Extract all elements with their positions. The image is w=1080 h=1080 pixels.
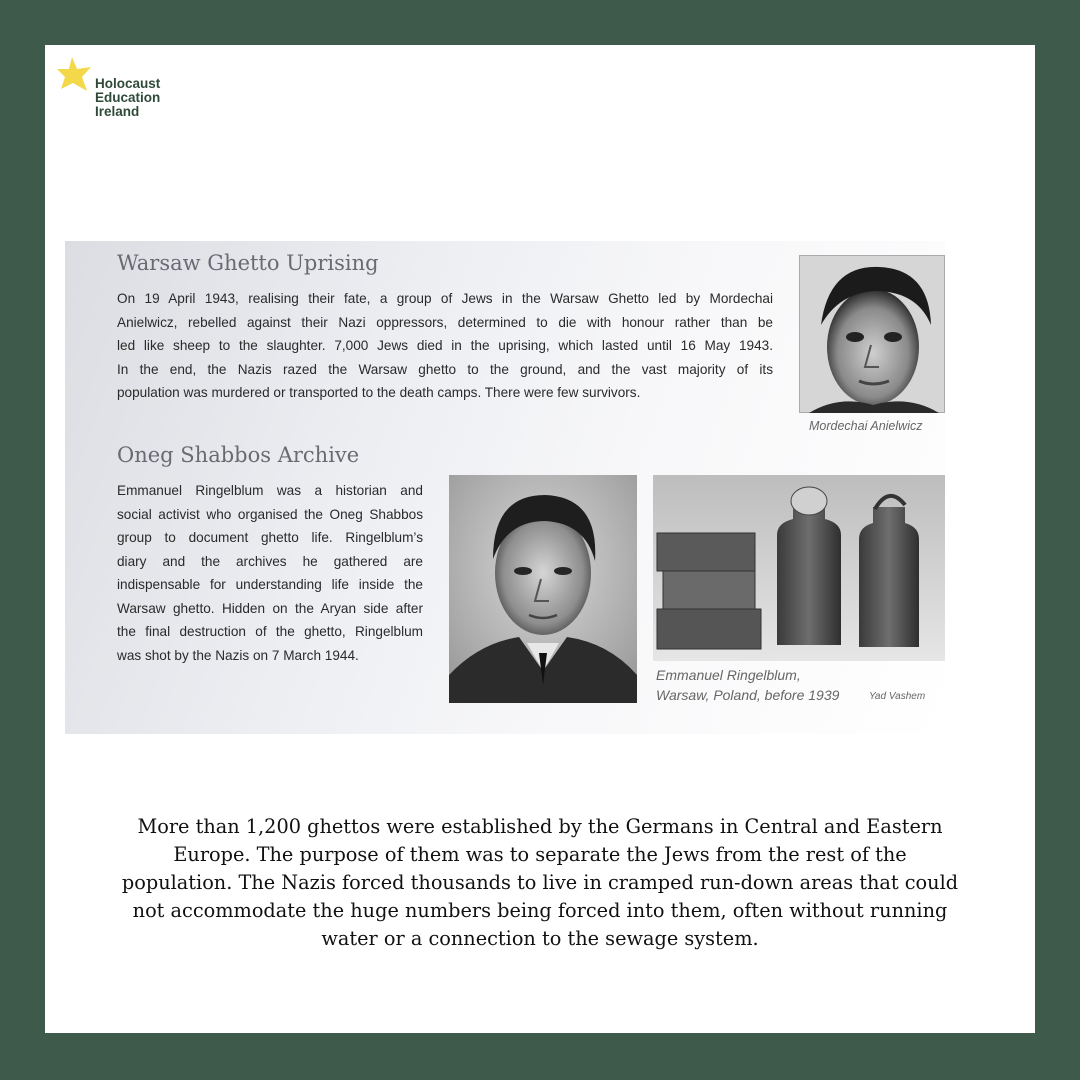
body-line: More than 1,200 ghettos were established by the Germans in Central and Eastern <box>137 815 943 838</box>
body-paragraph <box>85 813 995 953</box>
paragraph-line: was shot by the Nazis on 7 March 1944. <box>117 647 359 663</box>
body-line: Europe. The purpose of them was to separate the Jews from the rest of the <box>173 843 907 866</box>
photo-archive-cans <box>653 475 945 661</box>
paragraph-line: indispensable for understanding life inside the <box>117 577 423 592</box>
paragraph-line: led like sheep to the slaughter. 7,000 Jews died in the uprising, which lasted until 16 May 1943. <box>117 338 773 353</box>
scanned-page <box>65 241 945 734</box>
paragraph-line: social activist who organised the Oneg Shabbos <box>117 506 423 522</box>
body-line: not accommodate the huge numbers being forced into them, often without running <box>132 899 948 922</box>
logo-line: Holocaust <box>95 76 161 91</box>
star-icon <box>57 55 97 95</box>
caption-ringelblum-line1: Emmanuel Ringelblum, <box>656 667 801 683</box>
uprising-paragraph <box>117 287 773 405</box>
portrait-ringelblum <box>449 475 637 703</box>
logo-text <box>95 77 160 119</box>
paragraph-line: diary and the archives he gathered are <box>117 553 423 569</box>
paragraph-line: In the end, the Nazis razed the Warsaw ghetto to the ground, and the vast majority of its <box>117 361 773 377</box>
photo-credit: Yad Vashem <box>869 691 926 702</box>
caption-ringelblum-line2: Warsaw, Poland, before 1939 <box>656 687 840 703</box>
caption-mordechai: Mordechai Anielwicz <box>809 419 923 433</box>
paragraph-line: Emmanuel Ringelblum was a historian and <box>117 483 423 498</box>
paragraph-line: Anielwicz, rebelled against their Nazi oppressors, determined to die with honour rather than be <box>117 314 773 330</box>
logo-line: Education <box>95 90 161 105</box>
paragraph-line: the final destruction of the ghetto, Ringelblum <box>117 624 423 639</box>
paragraph-line: On 19 April 1943, realising their fate, a group of Jews in the Warsaw Ghetto led by Mordechai <box>117 291 773 306</box>
content-card <box>45 45 1035 1033</box>
paragraph-line: population was murdered or transported to the death camps. There were few survivors. <box>117 385 641 400</box>
archive-paragraph <box>117 479 423 667</box>
logo <box>57 53 197 133</box>
section-heading-uprising: Warsaw Ghetto Uprising <box>117 251 379 275</box>
logo-line: Ireland <box>95 104 140 119</box>
portrait-mordechai <box>799 255 945 413</box>
paragraph-line: Warsaw ghetto. Hidden on the Aryan side after <box>117 600 423 616</box>
body-line: population. The Nazis forced thousands to live in cramped run-down areas that could <box>121 871 959 894</box>
body-line: water or a connection to the sewage system. <box>321 927 759 950</box>
paragraph-line: group to document ghetto life. Ringelblum’s <box>117 530 423 545</box>
section-heading-archive: Oneg Shabbos Archive <box>117 443 360 467</box>
